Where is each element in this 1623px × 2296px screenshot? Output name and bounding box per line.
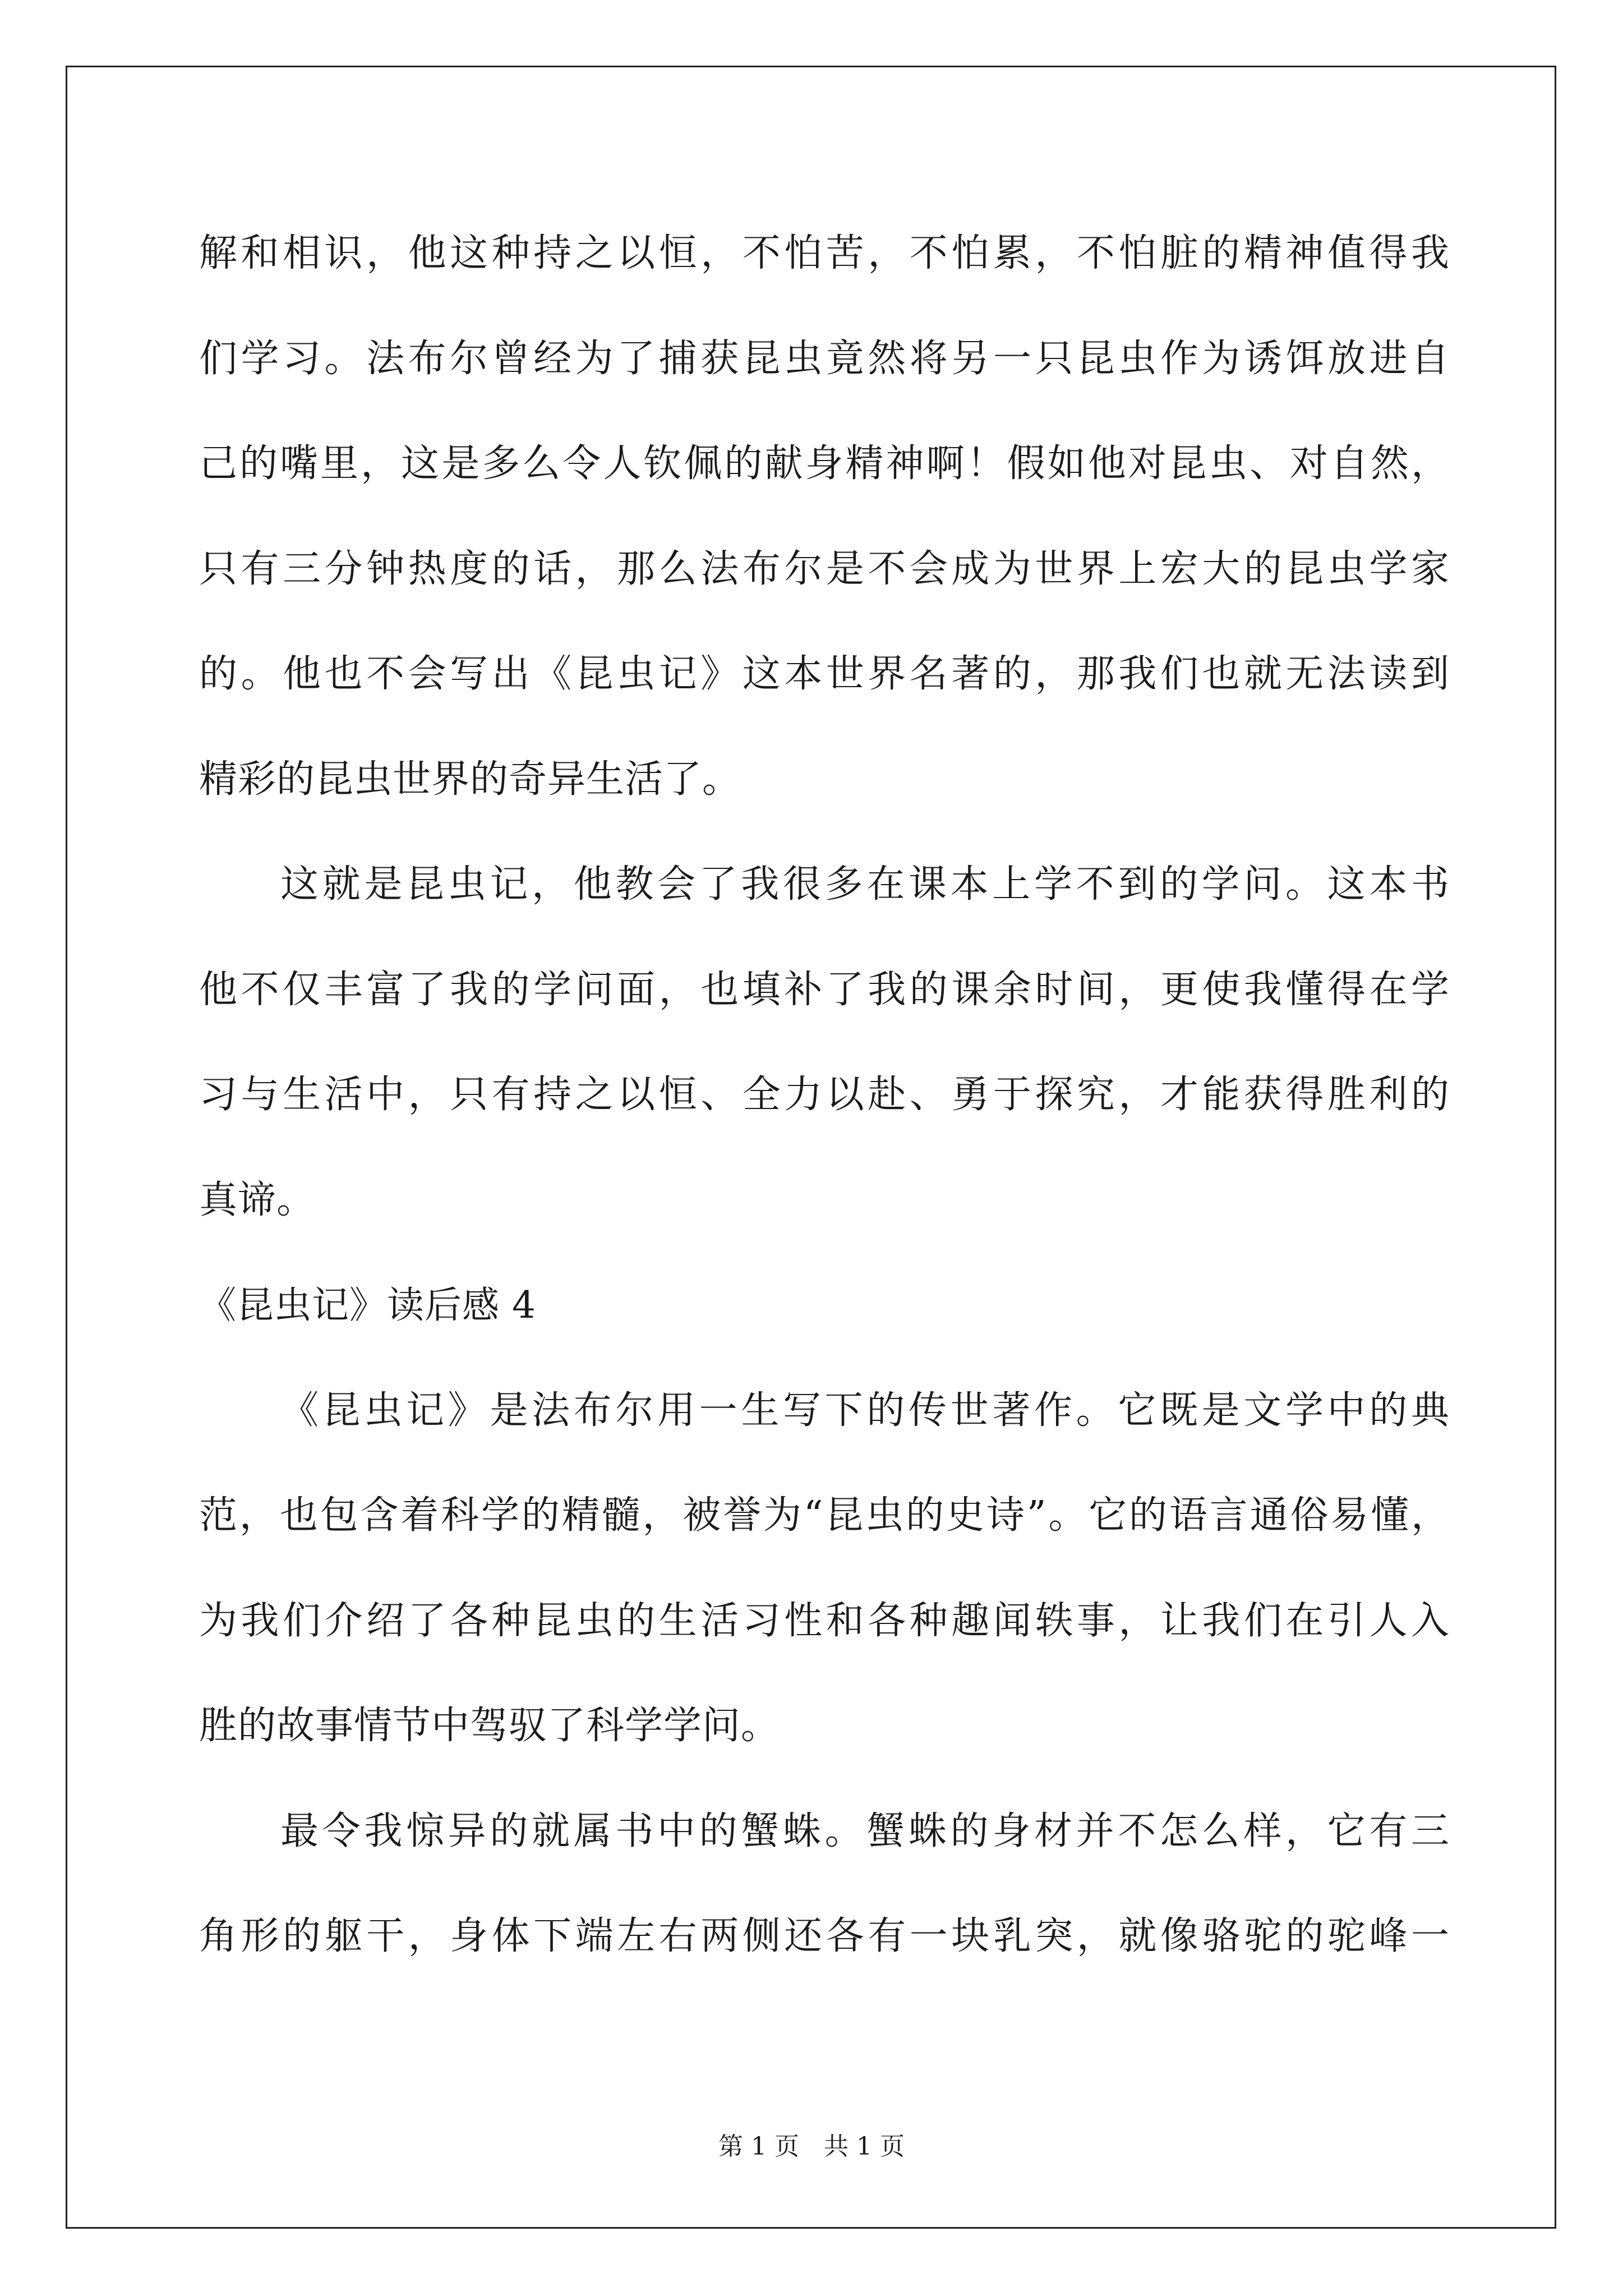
section-heading: 《昆虫记》读后感 4 (199, 1283, 536, 1327)
paragraph-first-line: 《昆虫记》是法布尔用一生写下的传世著作。它既是文学中的典 (280, 1388, 1450, 1433)
text-line: 精彩的昆虫世界的奇异生活了。 (199, 757, 741, 802)
text-line: 真谛。 (199, 1178, 316, 1222)
text-line: 他不仅丰富了我的学问面，也填补了我的课余时间，更使我懂得在学 (199, 968, 1450, 1012)
paragraph-first-line: 这就是昆虫记，他教会了我很多在课本上学不到的学问。这本书 (280, 862, 1450, 907)
text-line: 的。他也不会写出《昆虫记》这本世界名著的，那我们也就无法读到 (199, 652, 1450, 696)
text-line: 们学习。法布尔曾经为了捕获昆虫竟然将另一只昆虫作为诱饵放进自 (199, 337, 1450, 381)
text-line: 解和相识，他这种持之以恒，不怕苦，不怕累，不怕脏的精神值得我 (199, 231, 1450, 275)
page-border (66, 66, 1556, 2229)
page-number-footer: 第 1 页 共 1 页 (718, 2132, 905, 2161)
paragraph-first-line: 最令我惊异的就属书中的蟹蛛。蟹蛛的身材并不怎么样，它有三 (280, 1809, 1450, 1853)
text-line: 胜的故事情节中驾驭了科学学问。 (199, 1704, 780, 1748)
text-line: 为我们介绍了各种昆虫的生活习性和各种趣闻轶事，让我们在引人入 (199, 1599, 1450, 1643)
text-line: 习与生活中，只有持之以恒、全力以赴、勇于探究，才能获得胜利的 (199, 1073, 1450, 1117)
text-line: 己的嘴里，这是多么令人钦佩的献身精神啊！假如他对昆虫、对自然， (199, 441, 1450, 486)
text-line: 只有三分钟热度的话，那么法布尔是不会成为世界上宏大的昆虫学家 (199, 547, 1450, 591)
text-line: 角形的躯干，身体下端左右两侧还各有一块乳突，就像骆驼的驼峰一 (199, 1914, 1450, 1958)
text-line: 范，也包含着科学的精髓，被誉为“昆虫的史诗”。它的语言通俗易懂， (199, 1493, 1450, 1538)
